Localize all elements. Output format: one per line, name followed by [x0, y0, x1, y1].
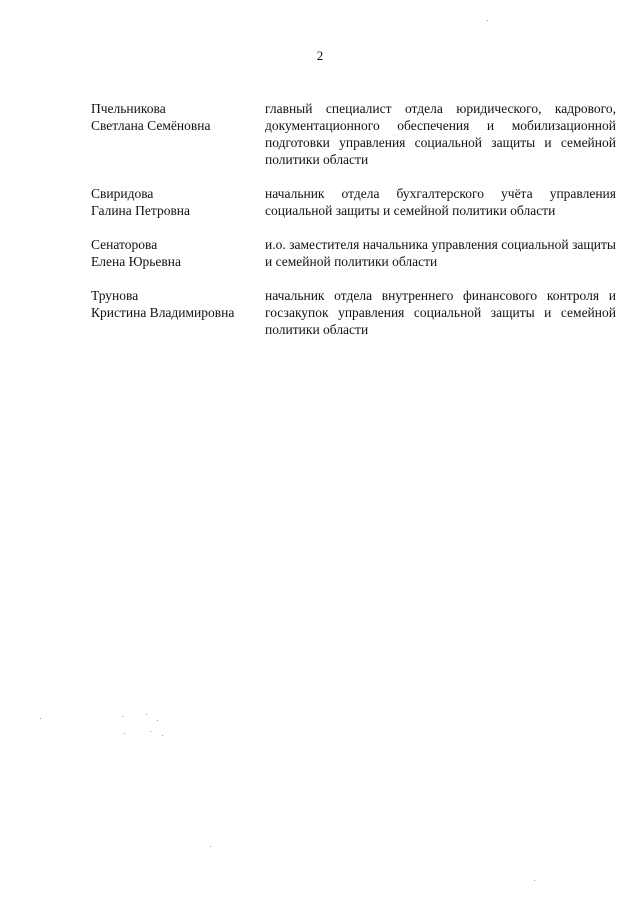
member-list — [91, 100, 616, 355]
scan-speck — [146, 714, 147, 715]
member-entry — [91, 287, 616, 338]
member-position: начальник отдела бухгалтерского учёта управления социальной защиты и семейной политики области — [265, 186, 616, 218]
member-entry — [91, 236, 616, 270]
member-surname: Свиридова — [91, 186, 154, 201]
scan-speck — [487, 20, 488, 21]
scan-speck — [162, 735, 163, 736]
member-name — [91, 185, 265, 219]
member-given-names: Елена Юрьевна — [91, 254, 181, 269]
member-position: главный специалист отдела юридического, кадрового, документационного обеспечения и мобилизационной подготовки управления социальной защиты и семейной политики области — [265, 101, 616, 167]
scan-speck — [534, 880, 535, 881]
scan-speck — [40, 718, 41, 719]
scan-speck — [150, 731, 151, 732]
member-name — [91, 236, 265, 270]
member-name — [91, 287, 265, 338]
member-given-names: Галина Петровна — [91, 203, 191, 218]
member-surname: Сенаторова — [91, 237, 158, 252]
member-entry — [91, 185, 616, 219]
member-given-names: Кристина Владимировна — [91, 305, 235, 320]
scan-speck — [157, 720, 158, 721]
scan-speck — [210, 846, 211, 847]
member-entry — [91, 100, 616, 168]
member-given-names: Светлана Семёновна — [91, 118, 211, 133]
member-surname: Трунова — [91, 288, 139, 303]
member-position: начальник отдела внутреннего финансового контроля и госзакупок управления социальной защиты и семейной политики области — [265, 288, 616, 337]
scan-speck — [122, 716, 123, 717]
member-surname: Пчельникова — [91, 101, 166, 116]
page-number: 2 — [316, 48, 324, 63]
member-position: и.о. заместителя начальника управления социальной защиты и семейной политики области — [265, 237, 616, 269]
member-name — [91, 100, 265, 168]
scan-speck — [124, 733, 125, 734]
